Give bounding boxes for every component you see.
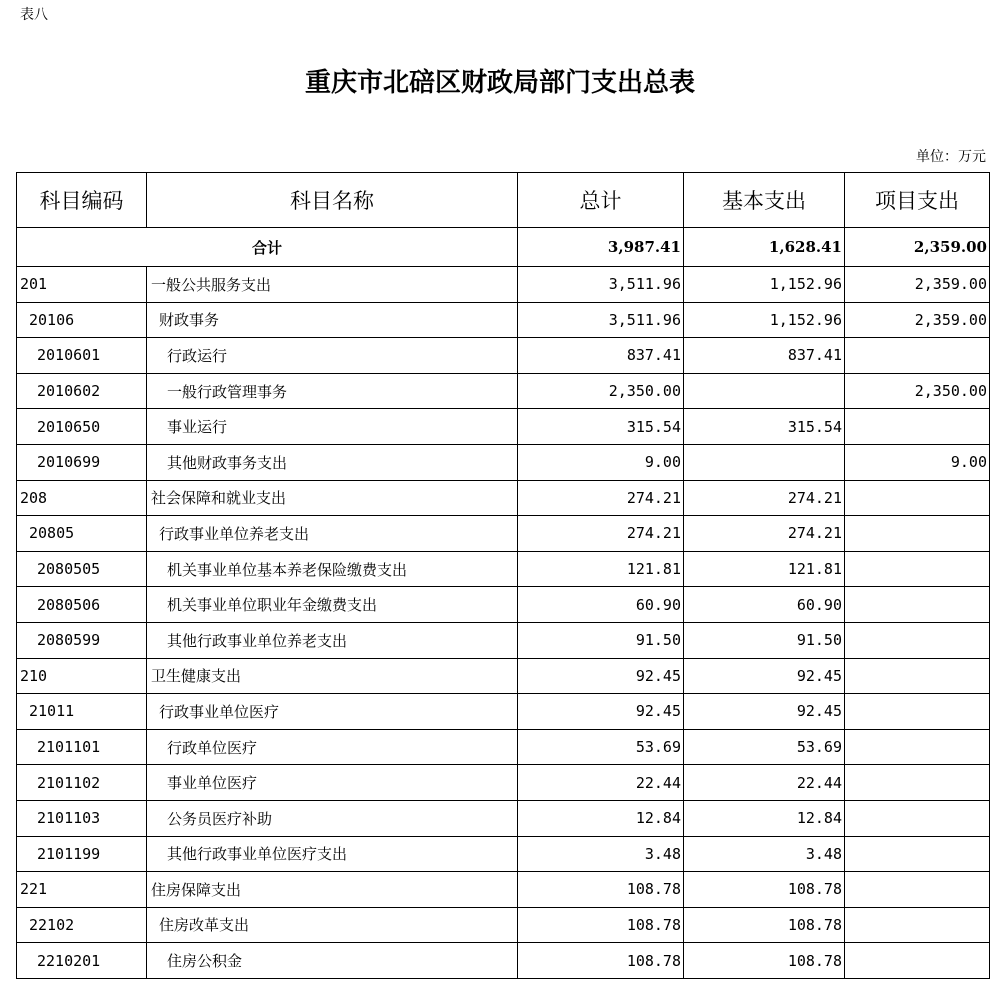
row-name: 事业单位医疗 xyxy=(147,765,518,801)
table-row xyxy=(17,267,990,303)
header-project: 项目支出 xyxy=(845,173,990,228)
row-name: 行政单位医疗 xyxy=(147,729,518,765)
row-basic xyxy=(684,444,845,480)
row-project xyxy=(845,836,990,872)
row-basic xyxy=(684,373,845,409)
row-project xyxy=(845,480,990,516)
row-name: 住房公积金 xyxy=(147,943,518,979)
row-basic: 274.21 xyxy=(684,480,845,516)
row-name: 行政事业单位养老支出 xyxy=(147,516,518,552)
row-basic: 1,152.96 xyxy=(684,302,845,338)
page-title: 重庆市北碚区财政局部门支出总表 xyxy=(304,68,695,98)
row-code: 210 xyxy=(17,658,147,694)
row-project xyxy=(845,694,990,730)
row-total: 92.45 xyxy=(518,694,684,730)
row-project: 2,359.00 xyxy=(845,302,990,338)
row-total: 92.45 xyxy=(518,658,684,694)
row-name: 住房改革支出 xyxy=(147,907,518,943)
row-name: 财政事务 xyxy=(147,302,518,338)
unit-label: 单位：万元 xyxy=(916,149,986,165)
row-name: 其他行政事业单位养老支出 xyxy=(147,622,518,658)
row-name: 其他行政事业单位医疗支出 xyxy=(147,836,518,872)
row-code: 2101199 xyxy=(17,836,147,872)
header-basic: 基本支出 xyxy=(684,173,845,228)
row-total: 121.81 xyxy=(518,551,684,587)
row-total: 22.44 xyxy=(518,765,684,801)
row-code: 2101102 xyxy=(17,765,147,801)
row-code: 2210201 xyxy=(17,943,147,979)
row-code: 22102 xyxy=(17,907,147,943)
row-project xyxy=(845,409,990,445)
row-project xyxy=(845,800,990,836)
table-row xyxy=(17,338,990,374)
header-total: 总计 xyxy=(518,173,684,228)
row-code: 2010699 xyxy=(17,444,147,480)
row-total: 2,350.00 xyxy=(518,373,684,409)
row-basic: 274.21 xyxy=(684,516,845,552)
row-basic: 92.45 xyxy=(684,694,845,730)
row-code: 208 xyxy=(17,480,147,516)
row-name: 其他财政事务支出 xyxy=(147,444,518,480)
row-project: 9.00 xyxy=(845,444,990,480)
total-project: 2,359.00 xyxy=(845,228,990,267)
row-basic: 12.84 xyxy=(684,800,845,836)
row-basic: 837.41 xyxy=(684,338,845,374)
table-row xyxy=(17,587,990,623)
table-row xyxy=(17,622,990,658)
row-name: 一般公共服务支出 xyxy=(147,267,518,303)
table-row xyxy=(17,694,990,730)
total-total: 3,987.41 xyxy=(518,228,684,267)
row-code: 221 xyxy=(17,872,147,908)
row-basic: 53.69 xyxy=(684,729,845,765)
row-basic: 108.78 xyxy=(684,943,845,979)
row-code: 2080506 xyxy=(17,587,147,623)
row-code: 2080599 xyxy=(17,622,147,658)
table-row xyxy=(17,800,990,836)
total-basic: 1,628.41 xyxy=(684,228,845,267)
row-total: 108.78 xyxy=(518,907,684,943)
row-total: 9.00 xyxy=(518,444,684,480)
row-basic: 92.45 xyxy=(684,658,845,694)
row-code: 20106 xyxy=(17,302,147,338)
table-row xyxy=(17,373,990,409)
row-name: 住房保障支出 xyxy=(147,872,518,908)
row-name: 事业运行 xyxy=(147,409,518,445)
table-row xyxy=(17,409,990,445)
row-name: 卫生健康支出 xyxy=(147,658,518,694)
row-basic: 121.81 xyxy=(684,551,845,587)
row-total: 315.54 xyxy=(518,409,684,445)
row-project xyxy=(845,658,990,694)
table-header-row xyxy=(17,173,990,228)
row-total: 60.90 xyxy=(518,587,684,623)
row-project xyxy=(845,729,990,765)
header-code: 科目编码 xyxy=(17,173,147,228)
row-name: 社会保障和就业支出 xyxy=(147,480,518,516)
table-number: 表八 xyxy=(20,7,48,23)
row-total: 3.48 xyxy=(518,836,684,872)
row-project xyxy=(845,943,990,979)
row-project xyxy=(845,551,990,587)
row-total: 91.50 xyxy=(518,622,684,658)
row-project xyxy=(845,765,990,801)
row-code: 20805 xyxy=(17,516,147,552)
row-project xyxy=(845,872,990,908)
row-total: 53.69 xyxy=(518,729,684,765)
table-row xyxy=(17,836,990,872)
row-name: 行政事业单位医疗 xyxy=(147,694,518,730)
row-project: 2,359.00 xyxy=(845,267,990,303)
row-project xyxy=(845,907,990,943)
table-row xyxy=(17,765,990,801)
row-total: 108.78 xyxy=(518,943,684,979)
row-code: 2101101 xyxy=(17,729,147,765)
table-row xyxy=(17,943,990,979)
row-project xyxy=(845,516,990,552)
row-basic: 108.78 xyxy=(684,872,845,908)
row-code: 2080505 xyxy=(17,551,147,587)
row-basic: 22.44 xyxy=(684,765,845,801)
row-name: 公务员医疗补助 xyxy=(147,800,518,836)
row-code: 21011 xyxy=(17,694,147,730)
total-label: 合计 xyxy=(17,228,518,267)
row-total: 274.21 xyxy=(518,480,684,516)
row-total: 3,511.96 xyxy=(518,267,684,303)
expenditure-table xyxy=(16,172,990,979)
row-code: 2010601 xyxy=(17,338,147,374)
header-name: 科目名称 xyxy=(147,173,518,228)
row-basic: 315.54 xyxy=(684,409,845,445)
table-row xyxy=(17,480,990,516)
row-basic: 3.48 xyxy=(684,836,845,872)
row-code: 2010650 xyxy=(17,409,147,445)
row-name: 机关事业单位基本养老保险缴费支出 xyxy=(147,551,518,587)
table-row xyxy=(17,302,990,338)
row-project: 2,350.00 xyxy=(845,373,990,409)
row-code: 2101103 xyxy=(17,800,147,836)
row-basic: 60.90 xyxy=(684,587,845,623)
row-total: 3,511.96 xyxy=(518,302,684,338)
row-code: 2010602 xyxy=(17,373,147,409)
row-name: 机关事业单位职业年金缴费支出 xyxy=(147,587,518,623)
row-name: 一般行政管理事务 xyxy=(147,373,518,409)
row-code: 201 xyxy=(17,267,147,303)
row-total: 274.21 xyxy=(518,516,684,552)
row-basic: 1,152.96 xyxy=(684,267,845,303)
table-row xyxy=(17,444,990,480)
table-row xyxy=(17,907,990,943)
row-project xyxy=(845,622,990,658)
table-row xyxy=(17,516,990,552)
table-row xyxy=(17,729,990,765)
row-project xyxy=(845,338,990,374)
row-basic: 91.50 xyxy=(684,622,845,658)
row-total: 12.84 xyxy=(518,800,684,836)
row-project xyxy=(845,587,990,623)
row-name: 行政运行 xyxy=(147,338,518,374)
row-total: 837.41 xyxy=(518,338,684,374)
table-row xyxy=(17,551,990,587)
table-row xyxy=(17,658,990,694)
table-row xyxy=(17,872,990,908)
row-basic: 108.78 xyxy=(684,907,845,943)
row-total: 108.78 xyxy=(518,872,684,908)
total-row xyxy=(17,228,990,267)
